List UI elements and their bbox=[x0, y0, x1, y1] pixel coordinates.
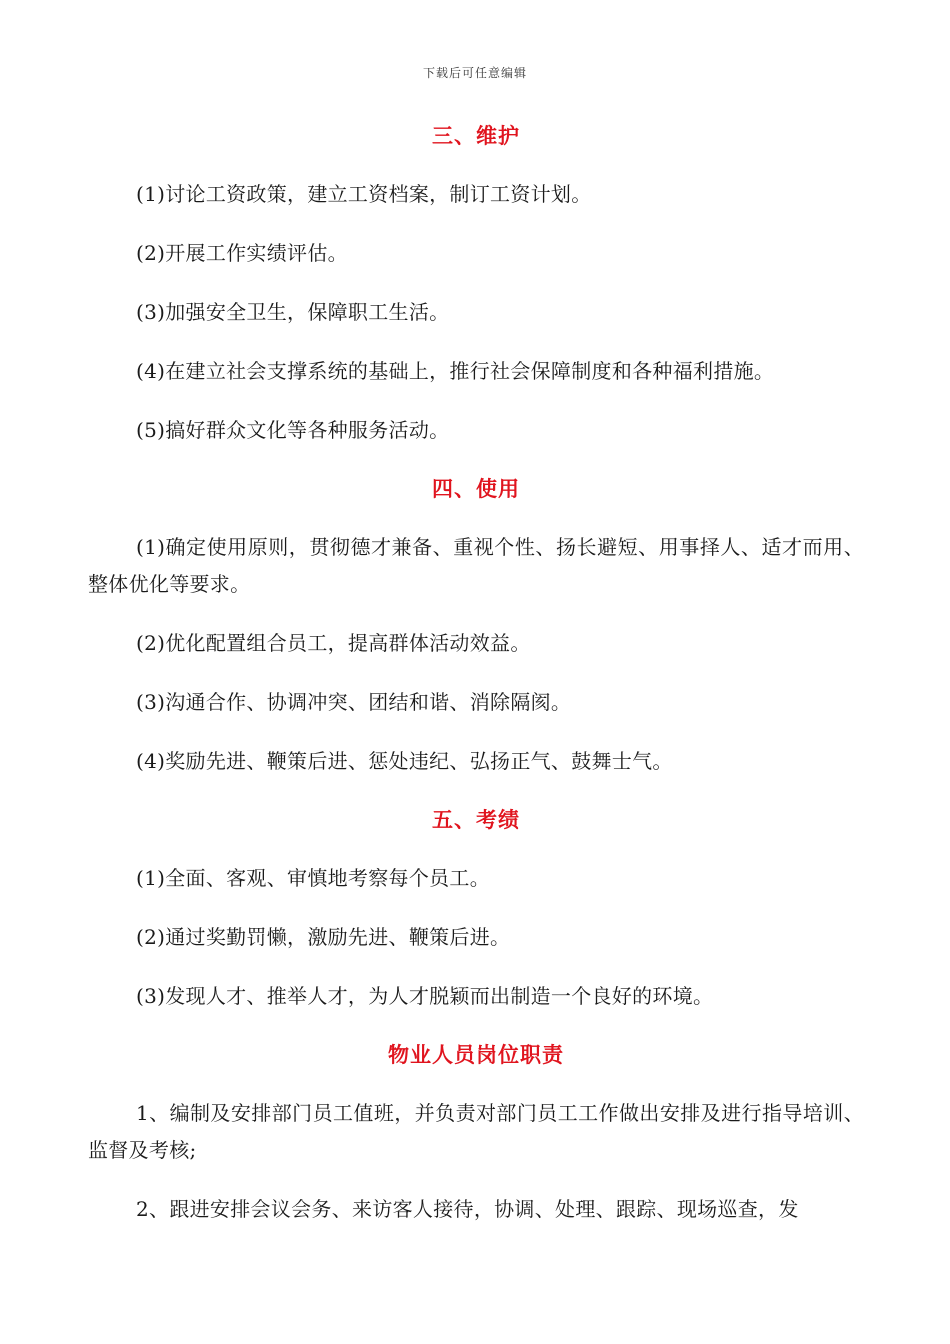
paragraph: (5)搞好群众文化等各种服务活动。 bbox=[136, 418, 450, 442]
paragraph: (2)通过奖勤罚懒，激励先进、鞭策后进。 bbox=[136, 925, 511, 949]
paragraph: (4)在建立社会支撑系统的基础上，推行社会保障制度和各种福利措施。 bbox=[136, 359, 775, 383]
section-heading-property-duties: 物业人员岗位职责 bbox=[388, 1042, 564, 1067]
paragraph: 1、编制及安排部门员工值班，并负责对部门员工工作做出安排及进行指导培训、监督及考核; bbox=[88, 1101, 864, 1162]
paragraph: 2、跟进安排会议会务、来访客人接待，协调、处理、跟踪、现场巡查，发 bbox=[136, 1197, 799, 1221]
section-heading-maintenance: 三、维护 bbox=[432, 123, 520, 148]
paragraph: (3)沟通合作、协调冲突、团结和谐、消除隔阂。 bbox=[136, 690, 572, 714]
paragraph: (4)奖励先进、鞭策后进、惩处违纪、弘扬正气、鼓舞士气。 bbox=[136, 749, 673, 773]
section-heading-performance: 五、考绩 bbox=[432, 807, 520, 832]
paragraph: (2)优化配置组合员工，提高群体活动效益。 bbox=[136, 631, 531, 655]
paragraph: (1)讨论工资政策，建立工资档案，制订工资计划。 bbox=[136, 182, 592, 206]
section-heading-usage: 四、使用 bbox=[432, 476, 520, 501]
header-note: 下载后可任意编辑 bbox=[422, 66, 527, 80]
paragraph: (1)确定使用原则，贯彻德才兼备、重视个性、扬长避短、用事择人、适才而用、整体优化等要求。 bbox=[88, 535, 864, 596]
paragraph: (2)开展工作实绩评估。 bbox=[136, 241, 348, 265]
paragraph: (1)全面、客观、审慎地考察每个员工。 bbox=[136, 866, 491, 890]
paragraph: (3)加强安全卫生，保障职工生活。 bbox=[136, 300, 450, 324]
paragraph: (3)发现人才、推举人才，为人才脱颖而出制造一个良好的环境。 bbox=[136, 984, 714, 1008]
document-body bbox=[88, 118, 864, 1250]
